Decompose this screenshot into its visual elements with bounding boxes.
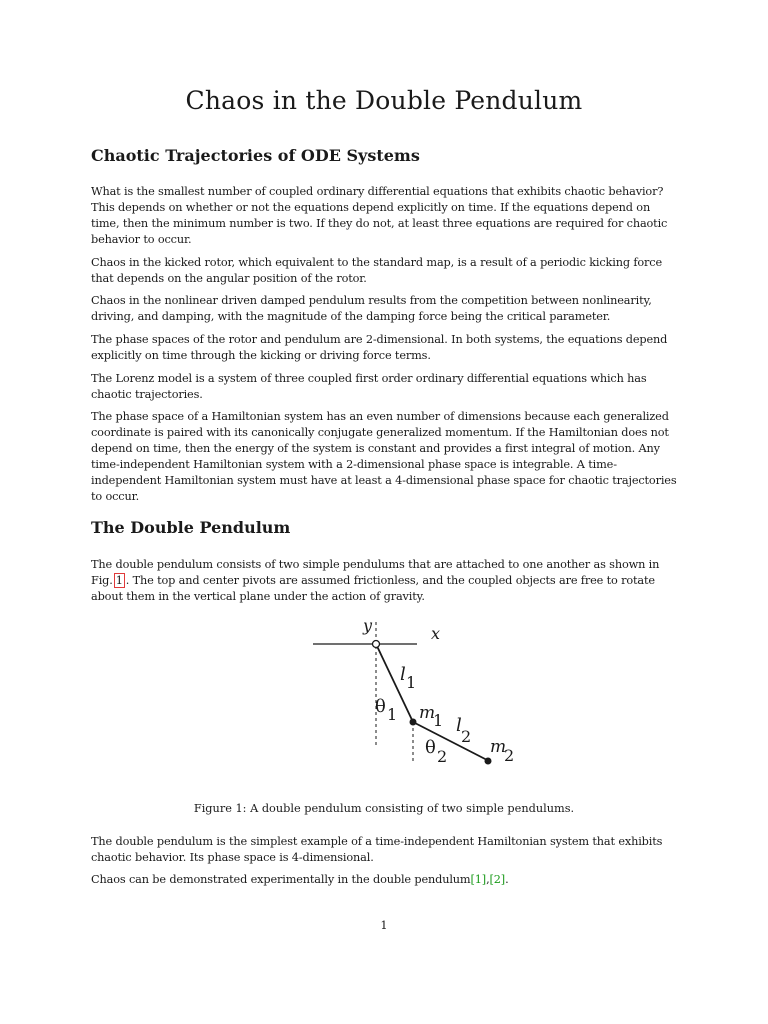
m1-label: m — [419, 703, 436, 723]
citation-link-1[interactable]: [1] — [470, 873, 487, 886]
m2-label: m — [490, 737, 507, 757]
paragraph: The Lorenz model is a system of three coupled first order ordinary differential equations which has chaotic trajectories. — [91, 372, 647, 401]
y-axis-label: y — [363, 616, 373, 635]
paragraph: Chaos in the nonlinear driven damped pendulum results from the competition between nonlinearity, driving, and damping, with the magnitude of the damping force being the critical parameter. — [91, 294, 652, 323]
mass-1 — [410, 719, 417, 726]
l1-subscript: 1 — [406, 673, 417, 692]
x-axis-label: x — [431, 624, 441, 643]
l2-label: l — [456, 715, 462, 736]
sentence-end: . — [505, 873, 509, 886]
section-heading-chaotic-trajectories: Chaotic Trajectories of ODE Systems — [91, 146, 420, 165]
paragraph: Chaos in the kicked rotor, which equivalent to the standard map, is a result of a periodic kicking force that depends on the angular position of the rotor. — [91, 256, 663, 285]
m2-subscript: 2 — [504, 746, 515, 765]
top-pivot — [373, 641, 380, 648]
paragraph: The phase spaces of the rotor and pendulum are 2-dimensional. In both systems, the equations depend explicitly on time through the kicking or driving force terms. — [91, 333, 668, 362]
page-number: 1 — [380, 919, 388, 932]
paragraph: The double pendulum is the simplest example of a time-independent Hamiltonian system that exhibits chaotic behavior. Its phase space is 4-dimensional. — [91, 835, 663, 864]
section-heading-double-pendulum: The Double Pendulum — [91, 518, 291, 537]
citation-link-2[interactable]: [2] — [489, 873, 506, 886]
theta1-label: θ — [375, 696, 386, 717]
intro-text: The double pendulum consists of two simple pendulums that are attached to one another as shown in Fig. — [91, 558, 660, 587]
paragraph: What is the smallest number of coupled ordinary differential equations that exhibits chaotic behavior? This depends on whether or not the equations depend explicitly on time. If the equations depend on time, then the minimum number is two. If they do not, at least three equations are required for chaotic behavior to occur. — [91, 185, 668, 246]
intro-text-continued: . The top and center pivots are assumed frictionless, and the coupled objects are free to rotate about them in the vertical plane under the action of gravity. — [91, 574, 655, 603]
m2-subscript-overflow — [490, 738, 530, 768]
citation-sentence: Chaos can be demonstrated experimentally in the double pendulum — [91, 873, 471, 886]
l2-subscript: 2 — [461, 727, 472, 746]
double-pendulum-diagram — [300, 612, 507, 772]
citation-separator: , — [486, 873, 490, 886]
figure-caption: Figure 1: A double pendulum consisting of two simple pendulums. — [193, 802, 575, 815]
l1-label: l — [400, 664, 406, 685]
m1-subscript: 1 — [433, 711, 444, 730]
theta2-subscript: 2 — [437, 747, 448, 766]
paragraph: The phase space of a Hamiltonian system has an even number of dimensions because each generalized coordinate is paired with its canonically conjugate generalized momentum. If the Hamiltonian does not depend on time, then the energy of the system is constant and provides a first integral of motion. Any time-independent Hamiltonian system with a 2-dimensional phase space is integrable. A time-independent Hamiltonian system must have at least a 4-dimensional phase space for chaotic trajectories to occur. — [91, 410, 677, 503]
theta2-label: θ — [425, 737, 436, 758]
figure-reference-link[interactable]: 1 — [115, 574, 123, 587]
theta1-subscript: 1 — [387, 705, 398, 724]
paragraph-intro — [91, 557, 678, 605]
page-title: Chaos in the Double Pendulum — [185, 86, 583, 115]
paragraph-citations — [91, 872, 678, 888]
